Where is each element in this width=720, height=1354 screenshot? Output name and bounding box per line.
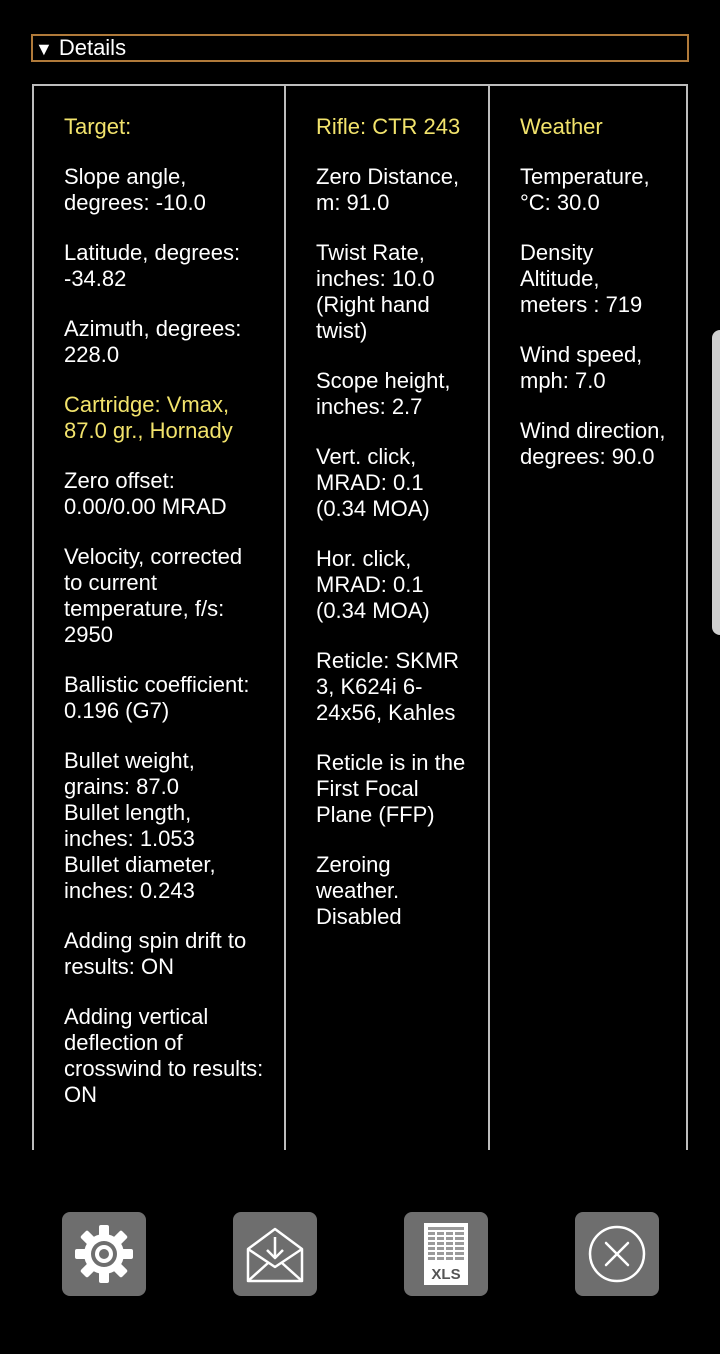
details-toggle[interactable] — [31, 34, 689, 62]
target-entry: Bullet weight, grains: 87.0 — [64, 748, 195, 799]
weather-entry: Temperature, °C: 30.0 — [520, 164, 650, 215]
rifle-entry: Rifle: CTR 243 — [316, 114, 461, 139]
xls-label: XLS — [431, 1266, 461, 1283]
settings-button[interactable] — [62, 1212, 146, 1296]
target-entry: Bullet diameter, inches: 0.243 — [64, 852, 216, 903]
target-column — [32, 84, 286, 1150]
xls-file-icon — [418, 1221, 474, 1287]
envelope-download-icon — [244, 1223, 306, 1285]
target-entry: Slope angle, degrees: -10.0 — [64, 164, 206, 215]
rifle-entry: Scope height, inches: 2.7 — [316, 368, 451, 419]
gear-icon — [71, 1221, 137, 1287]
close-circle-icon — [586, 1223, 648, 1285]
target-entry: Zero offset: 0.00/0.00 MRAD — [64, 468, 227, 519]
rifle-entry: Zero Distance, m: 91.0 — [316, 164, 460, 215]
weather-entry: Wind direction, degrees: 90.0 — [520, 418, 666, 469]
rifle-entry: Vert. click, MRAD: 0.1 (0.34 MOA) — [316, 444, 430, 521]
weather-entry: Wind speed, mph: 7.0 — [520, 342, 643, 393]
email-export-button[interactable] — [233, 1212, 317, 1296]
target-entry: Ballistic coefficient: 0.196 (G7) — [64, 672, 250, 723]
weather-entry: Weather — [520, 114, 603, 139]
target-entry: Velocity, corrected to current temperature, f/s: 2950 — [64, 544, 243, 647]
rifle-entry: Twist Rate, inches: 10.0 (Right hand twist) — [316, 240, 435, 343]
target-entry: Cartridge: Vmax, 87.0 gr., Hornady — [64, 392, 233, 443]
rifle-column — [284, 84, 490, 1150]
target-entry: Adding vertical deflection of crosswind to results: ON — [64, 1004, 264, 1107]
xls-export-button[interactable] — [404, 1212, 488, 1296]
details-label: Details — [58, 35, 127, 60]
details-table — [32, 84, 688, 1150]
weather-entry: Density Altitude, meters : 719 — [520, 240, 643, 317]
rifle-column-content — [316, 114, 476, 954]
target-entry: Latitude, degrees: -34.82 — [64, 240, 241, 291]
rifle-entry: Reticle is in the First Focal Plane (FFP) — [316, 750, 466, 827]
target-entry: Bullet length, inches: 1.053 — [64, 800, 195, 851]
rifle-entry: Hor. click, MRAD: 0.1 (0.34 MOA) — [316, 546, 430, 623]
weather-column — [488, 84, 688, 1150]
target-column-content — [64, 114, 266, 1132]
close-button[interactable] — [575, 1212, 659, 1296]
rifle-entry: Zeroing weather. Disabled — [316, 852, 402, 929]
rifle-entry: Reticle: SKMR 3, K624i 6-24x56, Kahles — [316, 648, 460, 725]
bottom-toolbar — [0, 1212, 720, 1296]
scrollbar-handle[interactable] — [712, 330, 720, 635]
weather-column-content — [520, 114, 672, 494]
target-entry: Target: — [64, 114, 132, 139]
target-entry: Adding spin drift to results: ON — [64, 928, 247, 979]
target-entry: Azimuth, degrees: 228.0 — [64, 316, 242, 367]
triangle-down-icon: ▼ — [35, 39, 53, 59]
